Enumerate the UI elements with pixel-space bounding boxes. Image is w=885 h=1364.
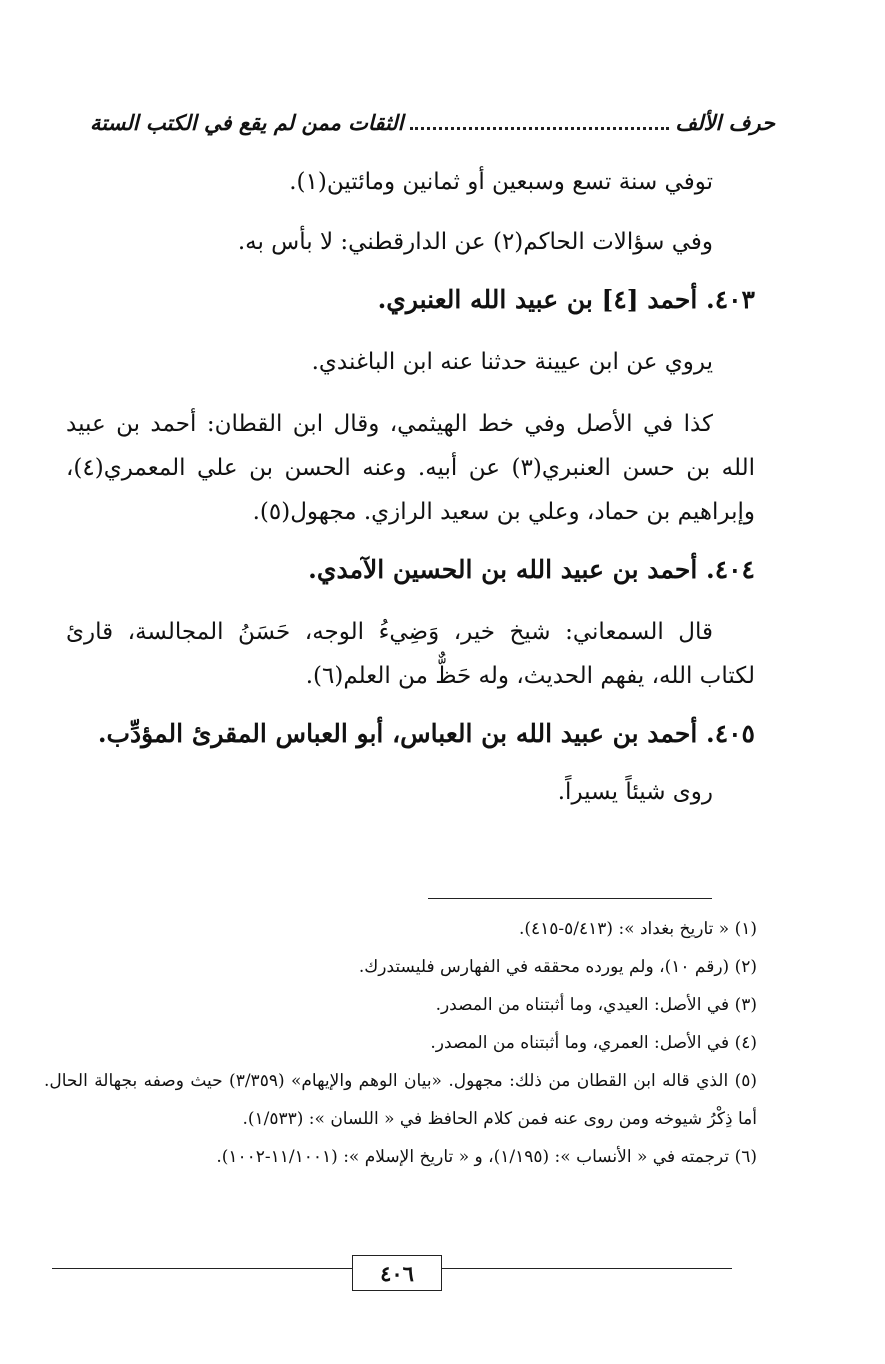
page-number: ٤٠٦: [352, 1255, 442, 1291]
footnote-4: (٤) في الأصل: العمري، وما أثبتناه من المصدر.: [430, 1033, 757, 1053]
footnote-separator: [428, 898, 712, 899]
footnote-2: (٢) (رقم ١٠)، ولم يورده محققه في الفهارس فليستدرك.: [358, 957, 757, 977]
header-book-title: الثقات ممن لم يقع في الكتب الستة: [90, 109, 404, 135]
entry-heading-405: ٤٠٥. أحمد بن عبيد الله بن العباس، أبو العباس المقرئ المؤدِّب.: [97, 719, 755, 748]
footnote-1: (١) « تاريخ بغداد »: (٥/٤١٣-٤١٥).: [518, 919, 757, 939]
header-dot-leader: [410, 127, 670, 130]
header-chapter: حرف الألف: [675, 109, 775, 135]
footer-rule-right: [440, 1268, 732, 1269]
footnote-3: (٣) في الأصل: العيدي، وما أثبتناه من المصدر.: [435, 995, 757, 1015]
paragraph: روى شيئاً يسيراً.: [557, 779, 713, 805]
paragraph: توفي سنة تسع وسبعين أو ثمانين ومائتين(١).: [289, 169, 713, 195]
paragraph: قال السمعاني: شيخ خير، وَضِيءُ الوجه، حَسَنُ المجالسة، قارئ لكتاب الله، يفهم الحديث، وله حَظٌّ من العلم(٦).: [66, 619, 755, 689]
paragraph: يروي عن ابن عيينة حدثنا عنه ابن الباغندي.: [311, 349, 713, 375]
entry-heading-404: ٤٠٤. أحمد بن عبيد الله بن الحسين الآمدي.: [308, 555, 755, 584]
footer-rule-left: [52, 1268, 352, 1269]
footnotes: [44, 910, 757, 1176]
entry-heading-403: ٤٠٣. أحمد [٤] بن عبيد الله العنبري.: [377, 285, 755, 314]
running-header: [90, 104, 775, 140]
main-text: [66, 160, 755, 814]
footnote-6: (٦) ترجمته في « الأنساب »: (١/١٩٥)، و « تاريخ الإسلام »: (١١/١٠٠١-١٠٠٢).: [216, 1147, 757, 1167]
paragraph: كذا في الأصل وفي خط الهيثمي، وقال ابن القطان: أحمد بن عبيد الله بن حسن العنبري(٣) عن أبيه. وعنه الحسن بن علي المعمري(٤)، وإبراهيم بن حماد، وعلي بن سعيد الرازي. مجهول(٥).: [66, 411, 755, 525]
paragraph: وفي سؤالات الحاكم(٢) عن الدارقطني: لا بأس به.: [237, 229, 713, 255]
footnote-5: (٥) الذي قاله ابن القطان من ذلك: مجهول. «بيان الوهم والإيهام» (٣/٣٥٩) حيث وصفه بجهالة الحال. أما ذِكْرُ شيوخه ومن روى عنه فمن كلام الحافظ في « اللسان »: (١/٥٣٣).: [44, 1071, 757, 1129]
